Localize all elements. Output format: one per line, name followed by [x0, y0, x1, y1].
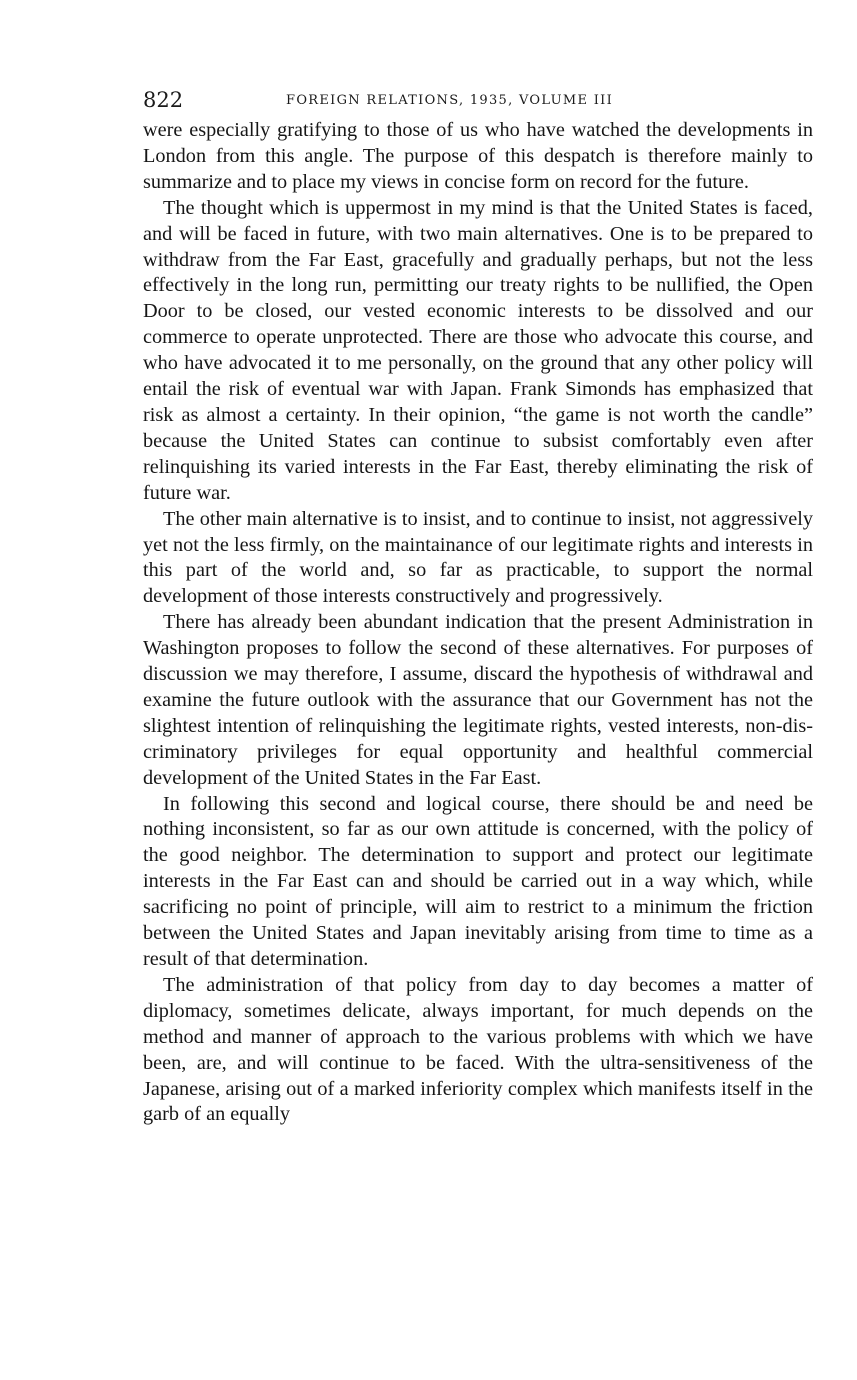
page-number: 822 [143, 88, 184, 112]
paragraph-two-alternatives: The thought which is uppermost in my mind is that the United States is faced, and will be faced in future, with two main alternatives. One is to be prepared to withdraw from the Far East, gracefully and gradually perhaps, but not the less effectively in the long run, permitting our treaty rights to be nullified, the Open Door to be closed, our vested economic interests to be dissolved and our commerce to operate unprotected. There are those who advocate this course, and who have advocated it to me personally, on the ground that any other policy will entail the risk of eventual war with Japan. Frank Simonds has emphasized that risk as almost a certainty. In their opinion, “the game is not worth the candle” because the United States can continue to subsist comfortably even after relinquishing its varied interests in the Far East, thereby eliminating the risk of future war. [143, 196, 813, 504]
document-page [143, 86, 813, 1128]
body-text [143, 118, 813, 1128]
running-header [143, 86, 813, 116]
paragraph-good-neighbor: In following this second and logical course, there should be and need be nothing inconsistent, so far as our own attitude is concerned, with the policy of the good neighbor. The determination to support and protect our legitimate interests in the Far East can and should be carried out in a way which, while sacrificing no point of principle, will aim to restrict to a minimum the friction between the United States and Japan inevitably arising from time to time as a result of that determination. [143, 792, 813, 970]
paragraph-continuation: were especially gratifying to those of us who have watched the developments in London from this angle. The purpose of this despatch is therefore mainly to summarize and to place my views in concise form on record for the future. [143, 119, 813, 193]
paragraph-other-alternative: The other main alternative is to insist, and to continue to insist, not aggressively yet not the less firmly, on the maintainance of our legitimate rights and interests in this part of the world and, so far as practicable, to support the normal development of those interests constructively and progressively. [143, 507, 813, 608]
paragraph-diplomacy: The administration of that policy from day to day becomes a matter of diplomacy, sometimes delicate, always important, for much depends on the method and manner of approach to the various problems with which we have been, are, and will continue to be faced. With the ultra-sensitiveness of the Japanese, arising out of a marked inferiority complex which manifests itself in the garb of an equally [143, 973, 813, 1126]
paragraph-administration-indication: There has already been abundant indication that the present Administration in Washington proposes to follow the second of these alternatives. For purposes of discussion we may therefore, I assume, discard the hypothesis of withdrawal and examine the future outlook with the assurance that our Government has not the slightest intention of relinquishing the legitimate rights, vested interests, non-discriminatory privileges for equal opportunity and healthful commercial development of the United States in the Far East. [143, 611, 813, 789]
running-title: FOREIGN RELATIONS, 1935, VOLUME III [286, 93, 613, 108]
